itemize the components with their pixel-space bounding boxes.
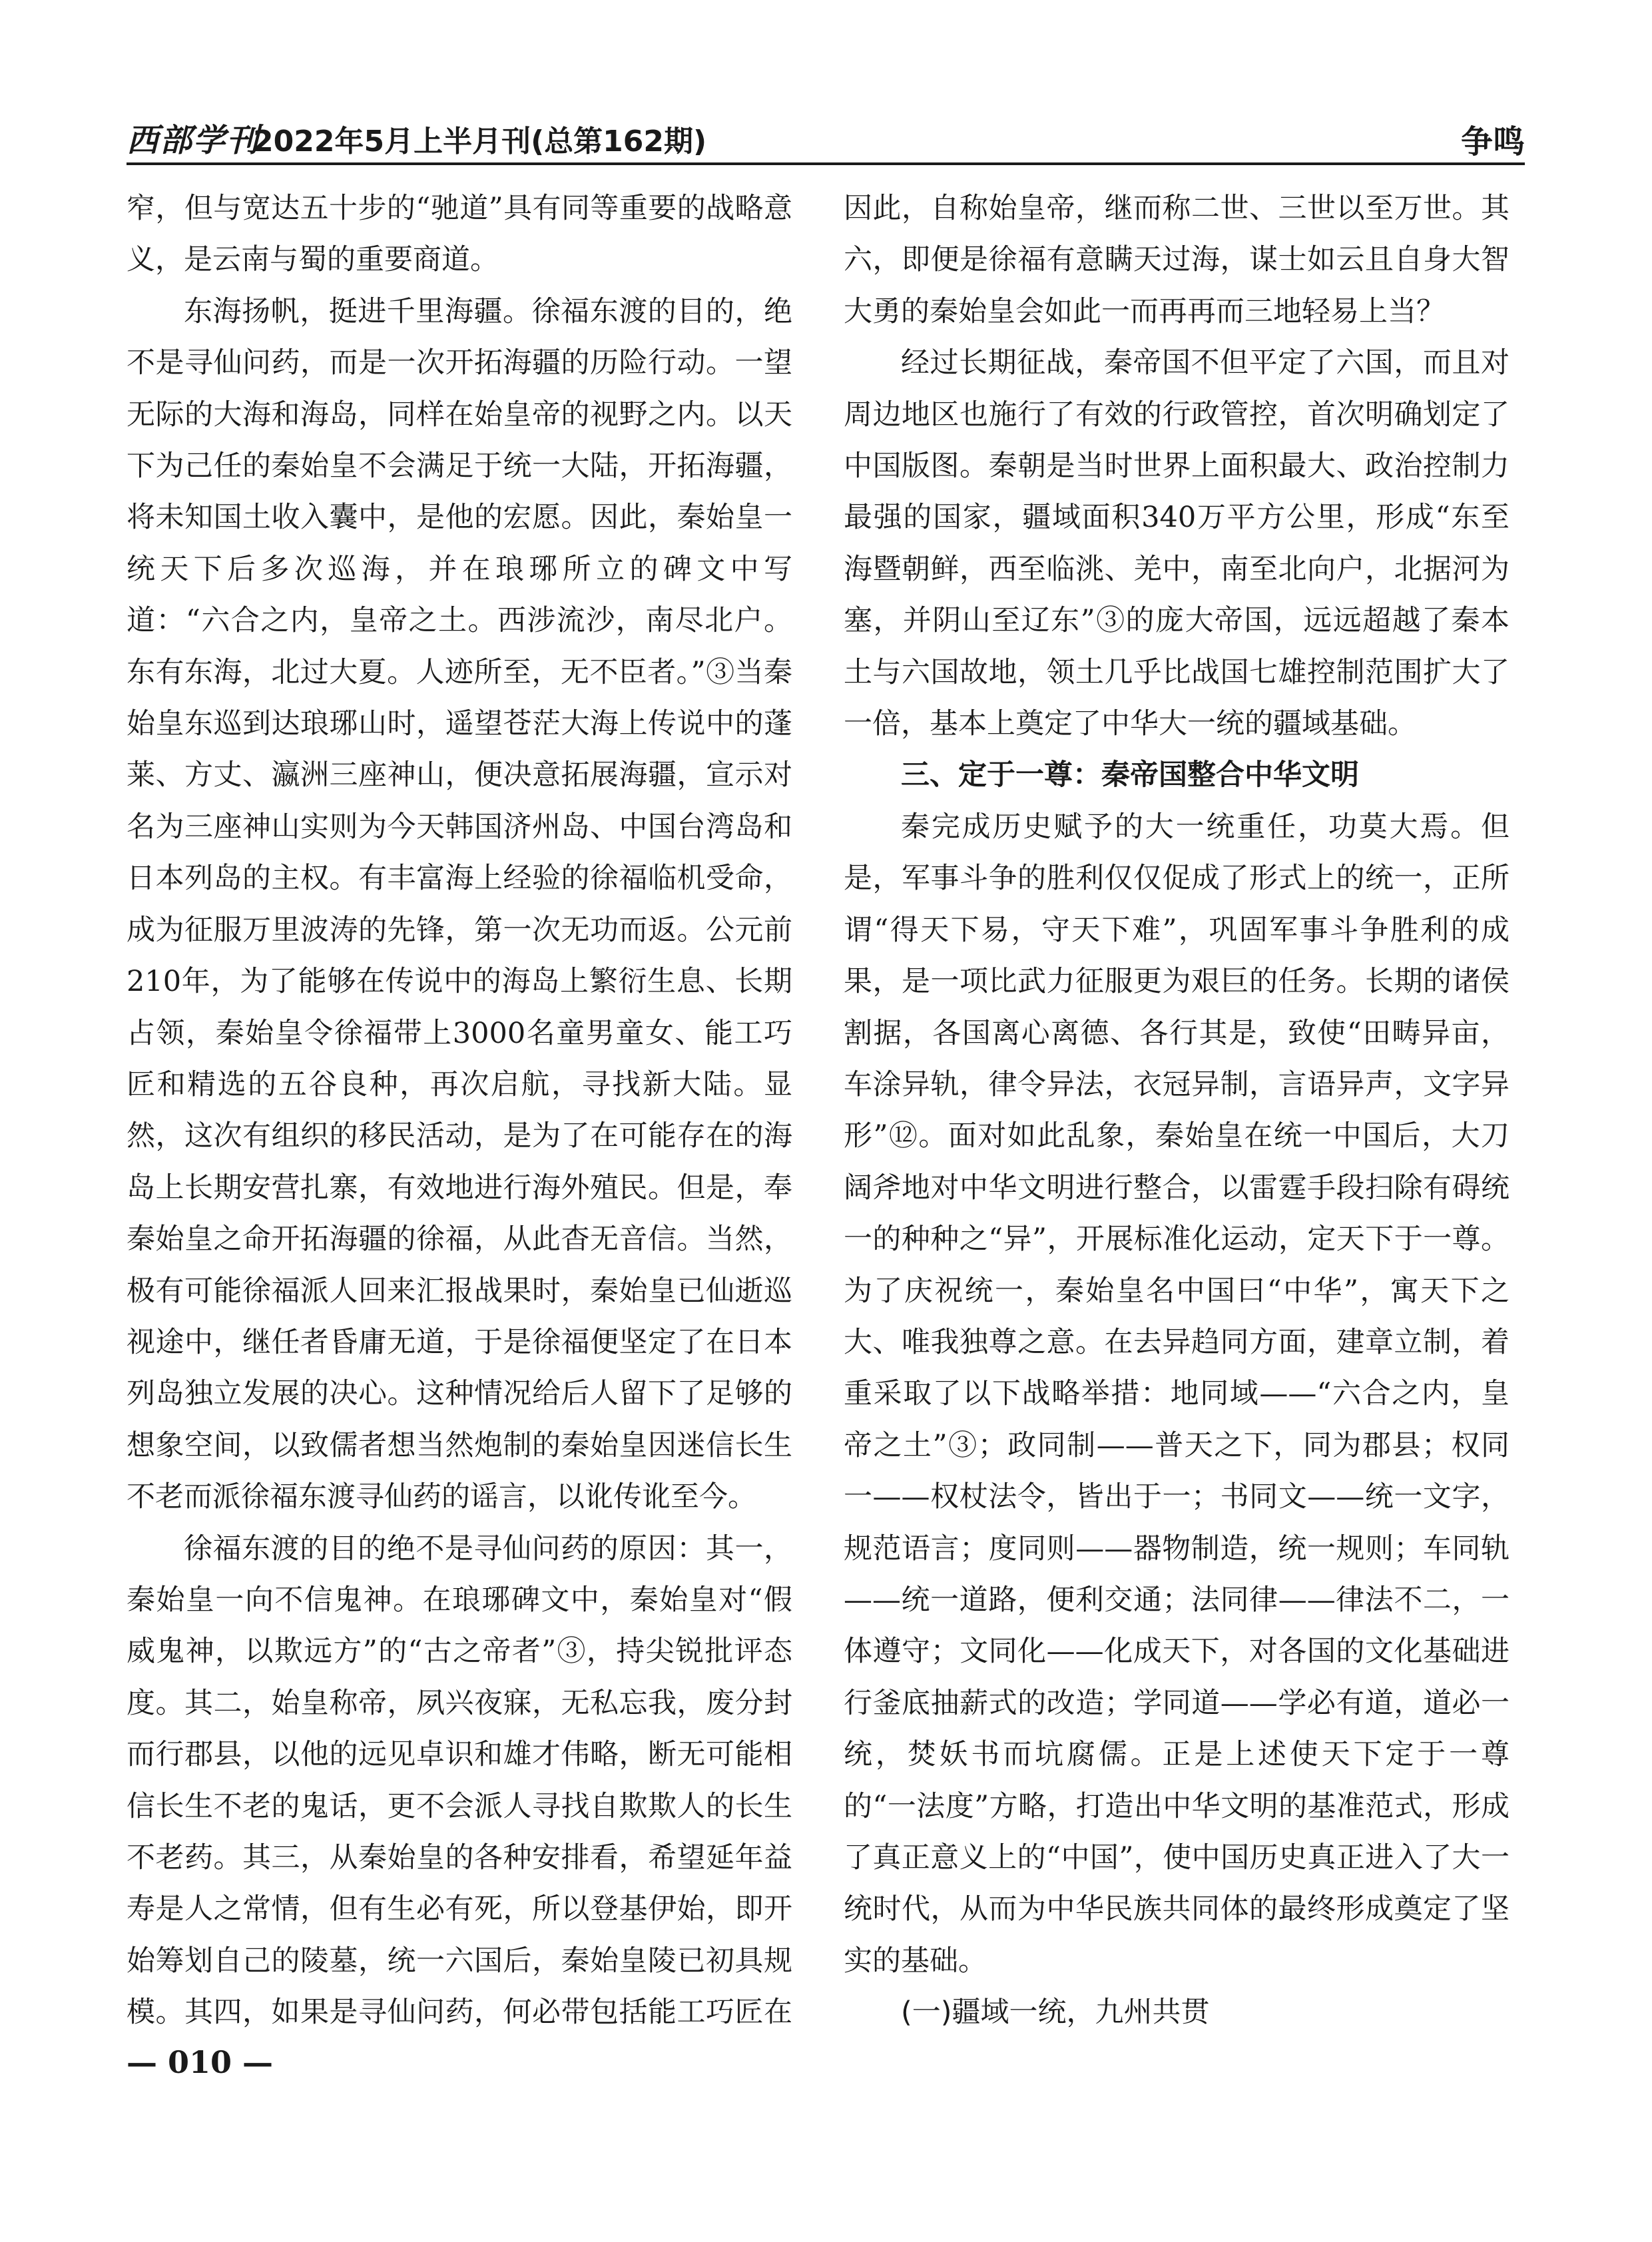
body-paragraph xyxy=(844,2039,1510,2041)
subsection-heading: (一)疆域一统，九州共贯 xyxy=(901,1996,1210,2030)
section-heading: 三、定于一尊：秦帝国整合中华文明 xyxy=(901,758,1359,792)
body-paragraph: 东海扬帆，挺进千里海疆。徐福东渡的目的，绝不是寻仙问药，而是一次开拓海疆的历险行动。一望无际的大海和海岛，同样在始皇帝的视野之内。以天下为己任的秦始皇不会满足于统一大陆，开拓海疆，将未知国土收入囊中，是他的宏愿。因此，秦始皇一统天下后多次巡海，并在琅琊所立的碑文中写道：“六合之内，皇帝之土。西涉流沙，南尽北户。东有东海，北过大夏。人迹所至，无不臣者。”③当秦始皇东巡到达琅琊山时，遥望苍茫大海上传说中的蓬莱、方丈、瀛洲三座神山，便决意拓展海疆，宣示对名为三座神山实则为今天韩国济州岛、中国台湾岛和日本列岛的主权。有丰富海上经验的徐福临机受命，成为征服万里波涛的先锋，第一次无功而返。公元前210年，为了能够在传说中的海岛上繁衍生息、长期占领，秦始皇令徐福带上3000名童男童女、能工巧匠和精选的五谷良种，再次启航，寻找新大陆。显然，这次有组织的移民活动，是为了在可能存在的海岛上长期安营扎寨，有效地进行海外殖民。但是，奉秦始皇之命开拓海疆的徐福，从此杳无音信。当然，极有可能徐福派人回来汇报战果时，秦始皇已仙逝巡视途中，继任者昏庸无道，于是徐福便坚定了在日本列岛独立发展的决心。这种情况给后人留下了足够的想象空间，以致儒者想当然炮制的秦始皇因迷信长生不老而派徐福东渡寻仙药的谣言，以讹传讹至今。 xyxy=(127,294,792,1514)
section-tag: 争鸣 xyxy=(1460,123,1525,160)
right-column xyxy=(844,183,1510,2041)
body-paragraph: 秦完成历史赋予的大一统重任，功莫大焉。但是，军事斗争的胜利仅仅促成了形式上的统一，正所谓“得天下易，守天下难”，巩固军事斗争胜利的成果，是一项比武力征服更为艰巨的任务。长期的诸侯割据，各国离心离德、各行其是，致使“田畴异亩，车涂异轨，律令异法，衣冠异制，言语异声，文字异形”⑫。面对如此乱象，秦始皇在统一中国后，大刀阔斧地对中华文明进行整合，以雷霆手段扫除有碍统一的种种之“异”，开展标准化运动，定天下于一尊。为了庆祝统一，秦始皇名中国曰“中华”，寓天下之大、唯我独尊之意。在去异趋同方面，建章立制，着重采取了以下战略举措：地同域——“六合之内，皇帝之土”③；政同制——普天之下，同为郡县；权同一——权杖法令，皆出于一；书同文——统一文字，规范语言；度同则——器物制造，统一规则；车同轨——统一道路，便利交通；法同律——律法不二，一体遵守；文同化——化成天下，对各国的文化基础进行釜底抽薪式的改造；学同道——学必有道，道必一统，焚妖书而坑腐儒。正是上述使天下定于一尊的“一法度”方略，打造出中华文明的基准范式，形成了真正意义上的“中国”，使中国历史真正进入了大一统时代，从而为中华民族共同体的最终形成奠定了坚实的基础。 xyxy=(844,810,1510,1978)
header-rule xyxy=(127,162,1525,165)
page-header xyxy=(127,112,1525,160)
body-paragraph: 因此，自称始皇帝，继而称二世、三世以至万世。其六，即便是徐福有意瞒天过海，谋士如云且自身大智大勇的秦始皇会如此一而再再而三地轻易上当？ xyxy=(844,192,1510,328)
journal-logo: 西部学刊 xyxy=(127,122,260,159)
page-number: — 010 — xyxy=(127,2044,274,2080)
body-paragraph: 经过长期征战，秦帝国不但平定了六国，而且对周边地区也施行了有效的行政管控，首次明确划定了中国版图。秦朝是当时世界上面积最大、政治控制力最强的国家，疆域面积340万平方公里，形成“东至海暨朝鲜，西至临洮、羌中，南至北向户，北据河为塞，并阴山至辽东”③的庞大帝国，远远超越了秦本土与六国故地，领土几乎比战国七雄控制范围扩大了一倍，基本上奠定了中华大一统的疆域基础。 xyxy=(844,346,1510,741)
body-paragraph: 窄，但与宽达五十步的“驰道”具有同等重要的战略意义，是云南与蜀的重要商道。 xyxy=(127,192,792,277)
issue-info: 2022年5月上半月刊(总第162期) xyxy=(253,125,707,158)
body-paragraph: 徐福东渡的目的绝不是寻仙问药的原因：其一，秦始皇一向不信鬼神。在琅琊碑文中，秦始皇对“假威鬼神，以欺远方”的“古之帝者”③，持尖锐批评态度。其二，始皇称帝，夙兴夜寐，无私忘我，废分封而行郡县，以他的远见卓识和雄才伟略，断无可能相信长生不老的鬼话，更不会派人寻找自欺欺人的长生不老药。其三，从秦始皇的各种安排看，希望延年益寿是人之常情，但有生必有死，所以登基伊始，即开始筹划自己的陵墓，统一六国后，秦始皇陵已初具规模。其四，如果是寻仙问药，何必带包括能工巧匠在 xyxy=(127,1532,792,2030)
left-column xyxy=(127,183,792,2041)
